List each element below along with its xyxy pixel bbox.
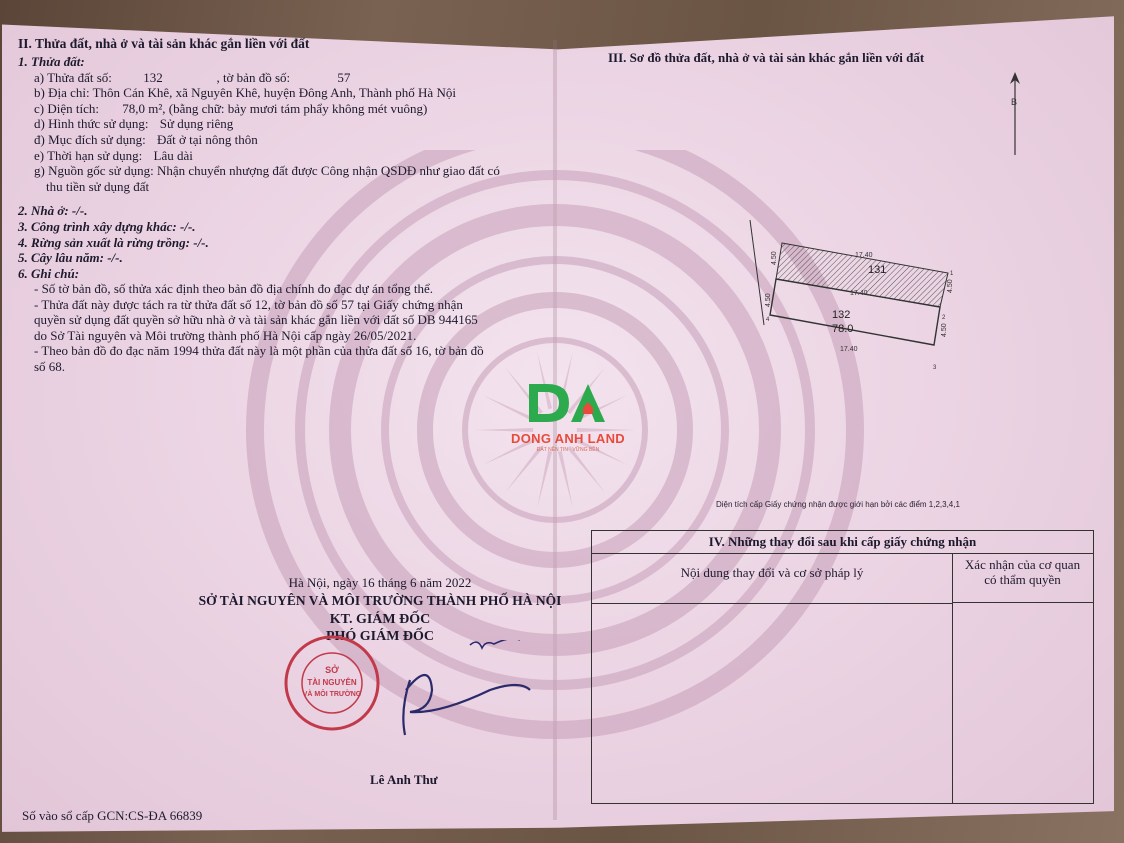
address-value: Thôn Cán Khê, xã Nguyên Khê, huyện Đông Anh, Thành phố Hà Nội: [92, 85, 456, 101]
plot-131-label: 131: [868, 264, 887, 276]
notes-list: [34, 281, 554, 374]
address-row: b) Địa chỉ: Thôn Cán Khê, xã Nguyên Khê, huyện Đông Anh, Thành phố Hà Nội: [34, 85, 456, 101]
area-value: 78,0 m², (bằng chữ: bảy mươi tám phẩy không mét vuông): [122, 100, 428, 116]
official-red-seal: [282, 633, 382, 733]
usage-form-value: Sử dụng riêng: [159, 116, 234, 132]
section-2-heading: II. Thửa đất, nhà ở và tài sản khác gắn liền với đất: [18, 36, 310, 51]
dim-left-upper: 4.50: [771, 251, 778, 265]
usage-origin-continued: thu tiền sử dụng đất: [46, 178, 150, 194]
note-line: quyền sử dụng đất quyền sở hữu nhà ở và tài sản khác gắn liền với đất số DB 944165: [34, 312, 478, 327]
seal-line-1: SỞ: [325, 665, 339, 675]
section-4-heading: IV. Những thay đổi sau khi cấp giấy chứng nhận: [592, 531, 1093, 554]
logo-name: DONG ANH LAND: [511, 431, 625, 446]
item-other-works: 3. Công trình xây dựng khác: -/-.: [18, 218, 196, 234]
seal-line-3: VÀ MÔI TRƯỜNG: [302, 691, 362, 698]
col-authority-confirmation-header: Xác nhận của cơ quan có thẩm quyền: [952, 553, 1093, 603]
changes-table: [591, 530, 1094, 804]
usage-origin-value: Nhận chuyển nhượng đất được Công nhận QSDĐ như giao đất có: [156, 163, 500, 179]
note-line: - Thửa đất này được tách ra từ thửa đất số 12, tờ bản đồ số 57 tại Giấy chứng nhận: [34, 296, 463, 312]
dim-right-upper: 4.50: [947, 279, 954, 293]
dim-bottom: 17.40: [840, 346, 858, 353]
dong-anh-land-watermark-logo: [498, 380, 638, 453]
col-change-content-header: Nội dung thay đổi và cơ sở pháp lý: [592, 553, 953, 604]
item-planted-forest: 4. Rừng sản xuất là rừng trồng: -/-.: [18, 234, 209, 250]
usage-purpose-row: đ) Mục đích sử dụng: Đất ở tại nông thôn: [34, 131, 258, 147]
note-line: số 68.: [34, 358, 66, 374]
note-line: - Theo bản đồ đo đạc năm 1994 thửa đất này là một phần của thửa đất số 16, tờ bản đồ: [34, 343, 484, 358]
dim-right-lower: 4.50: [941, 323, 948, 337]
section-3-heading: III. Sơ đồ thửa đất, nhà ở và tài sản khác gắn liền với đất: [608, 50, 925, 65]
dim-mid: 17.40: [850, 290, 868, 297]
dim-left-lower: 4.50: [765, 293, 772, 307]
dim-top: 17.40: [855, 252, 873, 259]
point-1: 1: [950, 271, 954, 277]
land-parcel-heading: 1. Thửa đất:: [18, 54, 85, 69]
handwritten-signature: [370, 640, 540, 750]
item-house: 2. Nhà ở: -/-.: [18, 203, 88, 219]
point-2: 2: [942, 315, 946, 321]
registration-number: Số vào sổ cấp GCN:CS-ĐA 66839: [22, 808, 203, 823]
issue-date: Hà Nội, ngày 16 tháng 6 năm 2022: [288, 575, 472, 590]
item-notes-heading: 6. Ghi chú:: [18, 265, 80, 281]
plot-132-area: 78.0: [832, 323, 854, 335]
parcel-number: 132: [143, 69, 163, 85]
usage-term-value: Lâu dài: [153, 147, 193, 163]
note-line: - Số tờ bản đồ, số thửa xác định theo bản đồ địa chính đo đạc dự án tổng thể.: [34, 281, 433, 296]
logo-tagline: ĐẤT NỀN TIN · VỮNG BỀN: [536, 447, 600, 453]
signer-name: Lê Anh Thư: [370, 772, 438, 787]
usage-form-row: d) Hình thức sử dụng: Sử dụng riêng: [34, 116, 234, 132]
point-3: 3: [933, 365, 937, 371]
point-4: 4: [766, 317, 770, 323]
item-perennial-trees: 5. Cây lâu năm: -/-.: [18, 250, 123, 266]
land-plot-diagram: [740, 215, 980, 375]
deputy-director-title: PHÓ GIÁM ĐỐC: [325, 629, 435, 644]
area-boundary-note: Diện tích cấp Giấy chứng nhận được giới hạn bởi các điểm 1,2,3,4,1: [716, 500, 960, 509]
north-letter: B: [1011, 97, 1018, 107]
parcel-number-row: a) Thửa đất số: 132 , tờ bản đồ số: 57: [34, 69, 351, 85]
map-sheet-number: 57: [337, 69, 351, 85]
change-content-cell: [592, 603, 953, 803]
area-row: c) Diện tích: 78,0 m², (bằng chữ: bảy mươi tám phẩy không mét vuông): [34, 100, 428, 116]
issuing-organization: SỞ TÀI NGUYÊN VÀ MÔI TRƯỜNG THÀNH PHỐ HÀ NỘI: [198, 593, 562, 608]
usage-origin-row: g) Nguồn gốc sử dụng: Nhận chuyển nhượng đất được Công nhận QSDĐ như giao đất có: [34, 163, 500, 179]
da-logo-icon: [525, 380, 611, 426]
usage-term-row: e) Thời hạn sử dụng: Lâu dài: [34, 147, 193, 163]
on-behalf-of-director: KT. GIÁM ĐỐC: [329, 612, 431, 627]
plot-132-label: 132: [832, 309, 851, 321]
section-2-land-info: [18, 36, 558, 281]
drum-star-ray: [537, 451, 552, 508]
north-arrow-icon: [1000, 70, 1030, 160]
seal-line-2: TÀI NGUYÊN: [307, 678, 357, 687]
note-line: do Sở Tài nguyên và Môi trường thành phố Hà Nội cấp ngày 26/05/2021.: [34, 327, 417, 343]
drum-star-ray: [558, 451, 573, 508]
usage-purpose-value: Đất ở tại nông thôn: [157, 131, 258, 147]
